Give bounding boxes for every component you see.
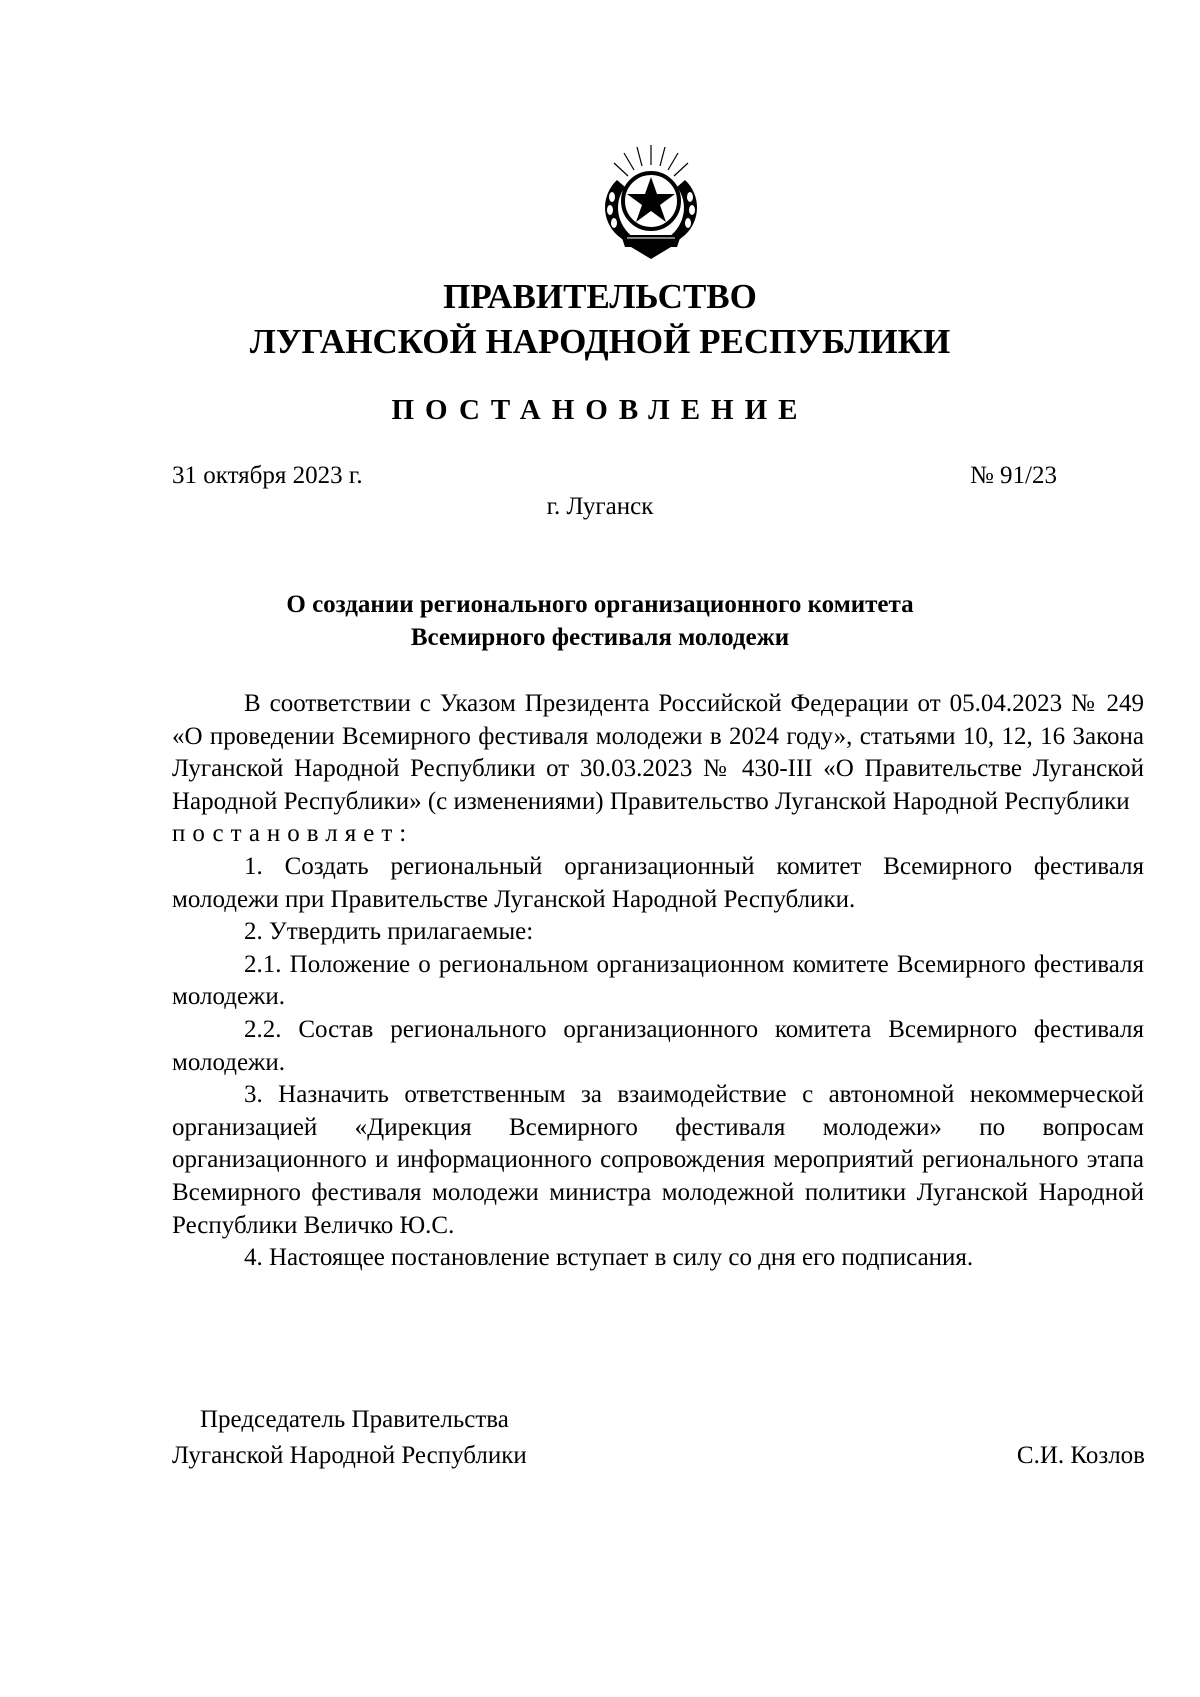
item-2-2-paragraph: 2.2. Состав регионального организационного комитета Всемирного фестиваля молодежи. [172, 1015, 1144, 1076]
document-type: ПОСТАНОВЛЕНИЕ [391, 394, 809, 426]
subject-line-1: О создании регионального организационного комитета [286, 591, 914, 618]
decides-word: постановляет: [172, 820, 414, 848]
signatory-role-line-1: Председатель Правительства [200, 1406, 509, 1433]
item-2-paragraph: 2. Утвердить прилагаемые: [244, 918, 534, 946]
item-3-paragraph: 3. Назначить ответственным за взаимодействие с автономной некоммерческой организацией «Дирекция Всемирного фестиваля молодежи» по вопросам организационного и информационного сопровождения мероприятий регионального этапа Всемирного фестиваля молодежи министра молодежной политики Луганской Народной Республики Величко Ю.С. [172, 1081, 1144, 1239]
signatory-name: С.И. Козлов [1016, 1442, 1145, 1469]
preamble-paragraph: В соответствии с Указом Президента Российской Федерации от 05.04.2023 № 249 «О проведении Всемирного фестиваля молодежи в 2024 году», статьями 10, 12, 16 Закона Луганской Народной Республики от 30.03.2023 № 430-III «О Правительстве Луганской Народной Республики» (с изменениями) Правительство Луганской Народной Республики [172, 690, 1144, 815]
government-title-line-1: ПРАВИТЕЛЬСТВО [443, 277, 757, 316]
item-4-paragraph: 4. Настоящее постановление вступает в силу со дня его подписания. [244, 1244, 974, 1272]
government-title-line-2: ЛУГАНСКОЙ НАРОДНОЙ РЕСПУБЛИКИ [249, 322, 951, 361]
coat-of-arms-icon [587, 135, 715, 263]
signatory-role-line-2: Луганской Народной Республики [172, 1442, 527, 1469]
item-2-1-paragraph: 2.1. Положение о региональном организационном комитете Всемирного фестиваля молодежи. [172, 950, 1144, 1011]
document-city: г. Луганск [546, 493, 654, 520]
item-1-paragraph: 1. Создать региональный организационный комитет Всемирного фестиваля молодежи при Правительстве Луганской Народной Республики. [172, 852, 1144, 913]
document-body [172, 688, 1144, 1275]
document-date: 31 октября 2023 г. [172, 462, 363, 489]
subject-line-2: Всемирного фестиваля молодежи [410, 624, 790, 651]
document-number: № 91/23 [969, 462, 1057, 489]
